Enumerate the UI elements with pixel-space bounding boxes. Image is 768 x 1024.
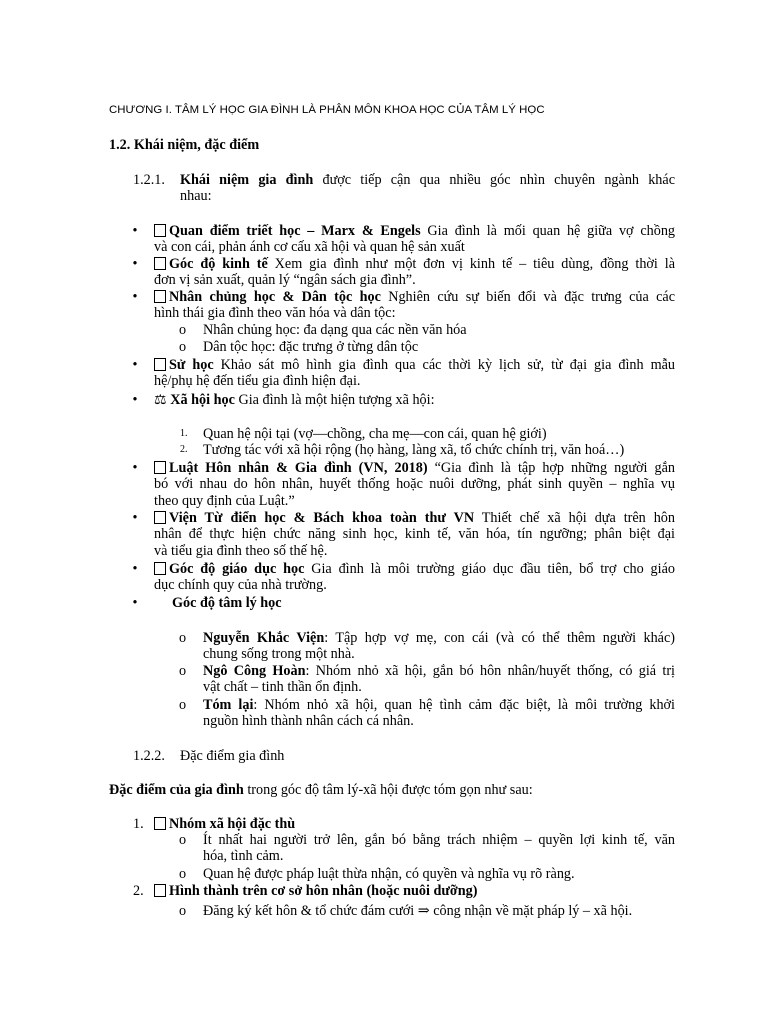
list-number: 2. [180,444,188,455]
list-subitem: Dân tộc học: đặc trưng ở từng dân tộc [203,339,419,355]
list-item: Nhân chủng học & Dân tộc học Nghiên cứu sự biến đổi và đặc trưng của các hình thái gia đình theo văn hóa và dân tộc: [154,289,675,322]
list-subitem: Quan hệ nội tại (vợ—chồng, cha mẹ—con cái, quan hệ giới) [203,426,547,442]
bullet-marker: • [132,357,138,373]
list-item: Luật Hôn nhân & Gia đình (VN, 2018) “Gia đình là tập hợp những người gắn bó với nhau do hôn nhân, huyết thống hoặc nuôi dưỡng, phát sinh quyền – nghĩa vụ theo quy định của Luật.” [154,460,675,509]
list-subitem: Nhân chủng học: đa dạng qua các nền văn hóa [203,322,467,338]
list-number: 1. [133,816,144,832]
subsection-number: 1.2.2. [133,748,165,764]
box-icon [154,562,166,575]
scales-icon: ⚖ [154,392,167,408]
list-item: Sử học Khảo sát mô hình gia đình qua các thời kỳ lịch sử, từ đại gia đình mẫu hệ/phụ hệ đến tiểu gia đình hiện đại. [154,357,676,390]
list-subitem: Ngô Công Hoàn: Nhóm nhỏ xã hội, gắn bó hôn nhân/huyết thống, có giá trị vật chất – tinh thần ổn định. [203,663,675,696]
bullet-marker: • [132,595,138,611]
list-item: Góc độ kinh tế Xem gia đình như một đơn vị kinh tế – tiêu dùng, đồng thời là đơn vị sản xuất, quản lý “ngân sách gia đình”. [154,256,675,289]
circle-marker: o [179,322,187,338]
bullet-marker: • [132,256,138,272]
box-icon [154,461,166,474]
chapter-title: CHƯƠNG I. TÂM LÝ HỌC GIA ĐÌNH LÀ PHÂN MÔN KHOA HỌC CỦA TÂM LÝ HỌC [109,104,545,116]
feature-title: Nhóm xã hội đặc thù [154,816,295,832]
list-item: Viện Từ điển học & Bách khoa toàn thư VN Thiết chế xã hội dựa trên hôn nhân để thực hiện chức năng sinh học, kinh tế, văn hóa, tín ngưỡng; phân biệt đại và tiểu gia đình theo số thế hệ. [154,510,675,559]
list-subitem: Đăng ký kết hôn & tổ chức đám cưới ⇒ công nhận về mặt pháp lý – xã hội. [203,903,633,919]
subsection-121-text: Khái niệm gia đình được tiếp cận qua nhiều góc nhìn chuyên ngành khác nhau: [180,172,675,205]
subsection-title: Đặc điểm gia đình [180,748,285,764]
box-icon [154,290,166,303]
list-subitem: Quan hệ được pháp luật thừa nhận, có quyền và nghĩa vụ rõ ràng. [203,866,575,882]
box-icon [154,817,166,830]
term-bold: Khái niệm gia đình [180,172,314,188]
list-item: Quan điểm triết học – Marx & Engels Gia đình là mối quan hệ giữa vợ chồng và con cái, phản ánh cơ cấu xã hội và quan hệ sản xuất [154,223,676,256]
bullet-marker: • [132,289,138,305]
box-icon [154,358,166,371]
box-icon [154,224,166,237]
box-icon [154,257,166,270]
list-subitem: Nguyễn Khắc Viện: Tập hợp vợ mẹ, con cái (và có thể thêm người khác) chung sống trong một nhà. [203,630,676,663]
subsection-number: 1.2.1. [133,172,165,188]
bullet-marker: • [132,561,138,577]
list-item: ⚖ Xã hội học Gia đình là một hiện tượng xã hội: [154,392,435,408]
circle-marker: o [179,903,187,919]
list-subitem: Tương tác với xã hội rộng (họ hàng, làng xã, tổ chức chính trị, văn hoá…) [203,442,625,458]
circle-marker: o [179,832,187,848]
list-item: Góc độ tâm lý học [172,595,282,611]
feature-title: Hình thành trên cơ sở hôn nhân (hoặc nuôi dưỡng) [154,883,477,899]
circle-marker: o [179,697,187,713]
bullet-marker: • [132,223,138,239]
bullet-marker: • [132,510,138,526]
list-number: 1. [180,428,188,439]
list-subitem: Tóm lại: Nhóm nhỏ xã hội, quan hệ tình cảm đặc biệt, là môi trường khởi nguồn hình thành nhân cách cá nhân. [203,697,675,730]
bullet-marker: • [132,392,138,408]
circle-marker: o [179,866,187,882]
list-number: 2. [133,883,144,899]
circle-marker: o [179,630,187,646]
section-title: 1.2. Khái niệm, đặc điểm [109,137,260,153]
box-icon [154,511,166,524]
box-icon [154,884,166,897]
list-item: Góc độ giáo dục học Gia đình là môi trường giáo dục đầu tiên, bổ trợ cho giáo dục chính quy của nhà trường. [154,561,675,594]
intro-paragraph: Đặc điểm của gia đình trong góc độ tâm lý-xã hội được tóm gọn như sau: [109,782,533,798]
circle-marker: o [179,339,187,355]
list-subitem: Ít nhất hai người trở lên, gắn bó bằng trách nhiệm – quyền lợi kinh tế, văn hóa, tình cảm. [203,832,675,865]
circle-marker: o [179,663,187,679]
bullet-marker: • [132,460,138,476]
